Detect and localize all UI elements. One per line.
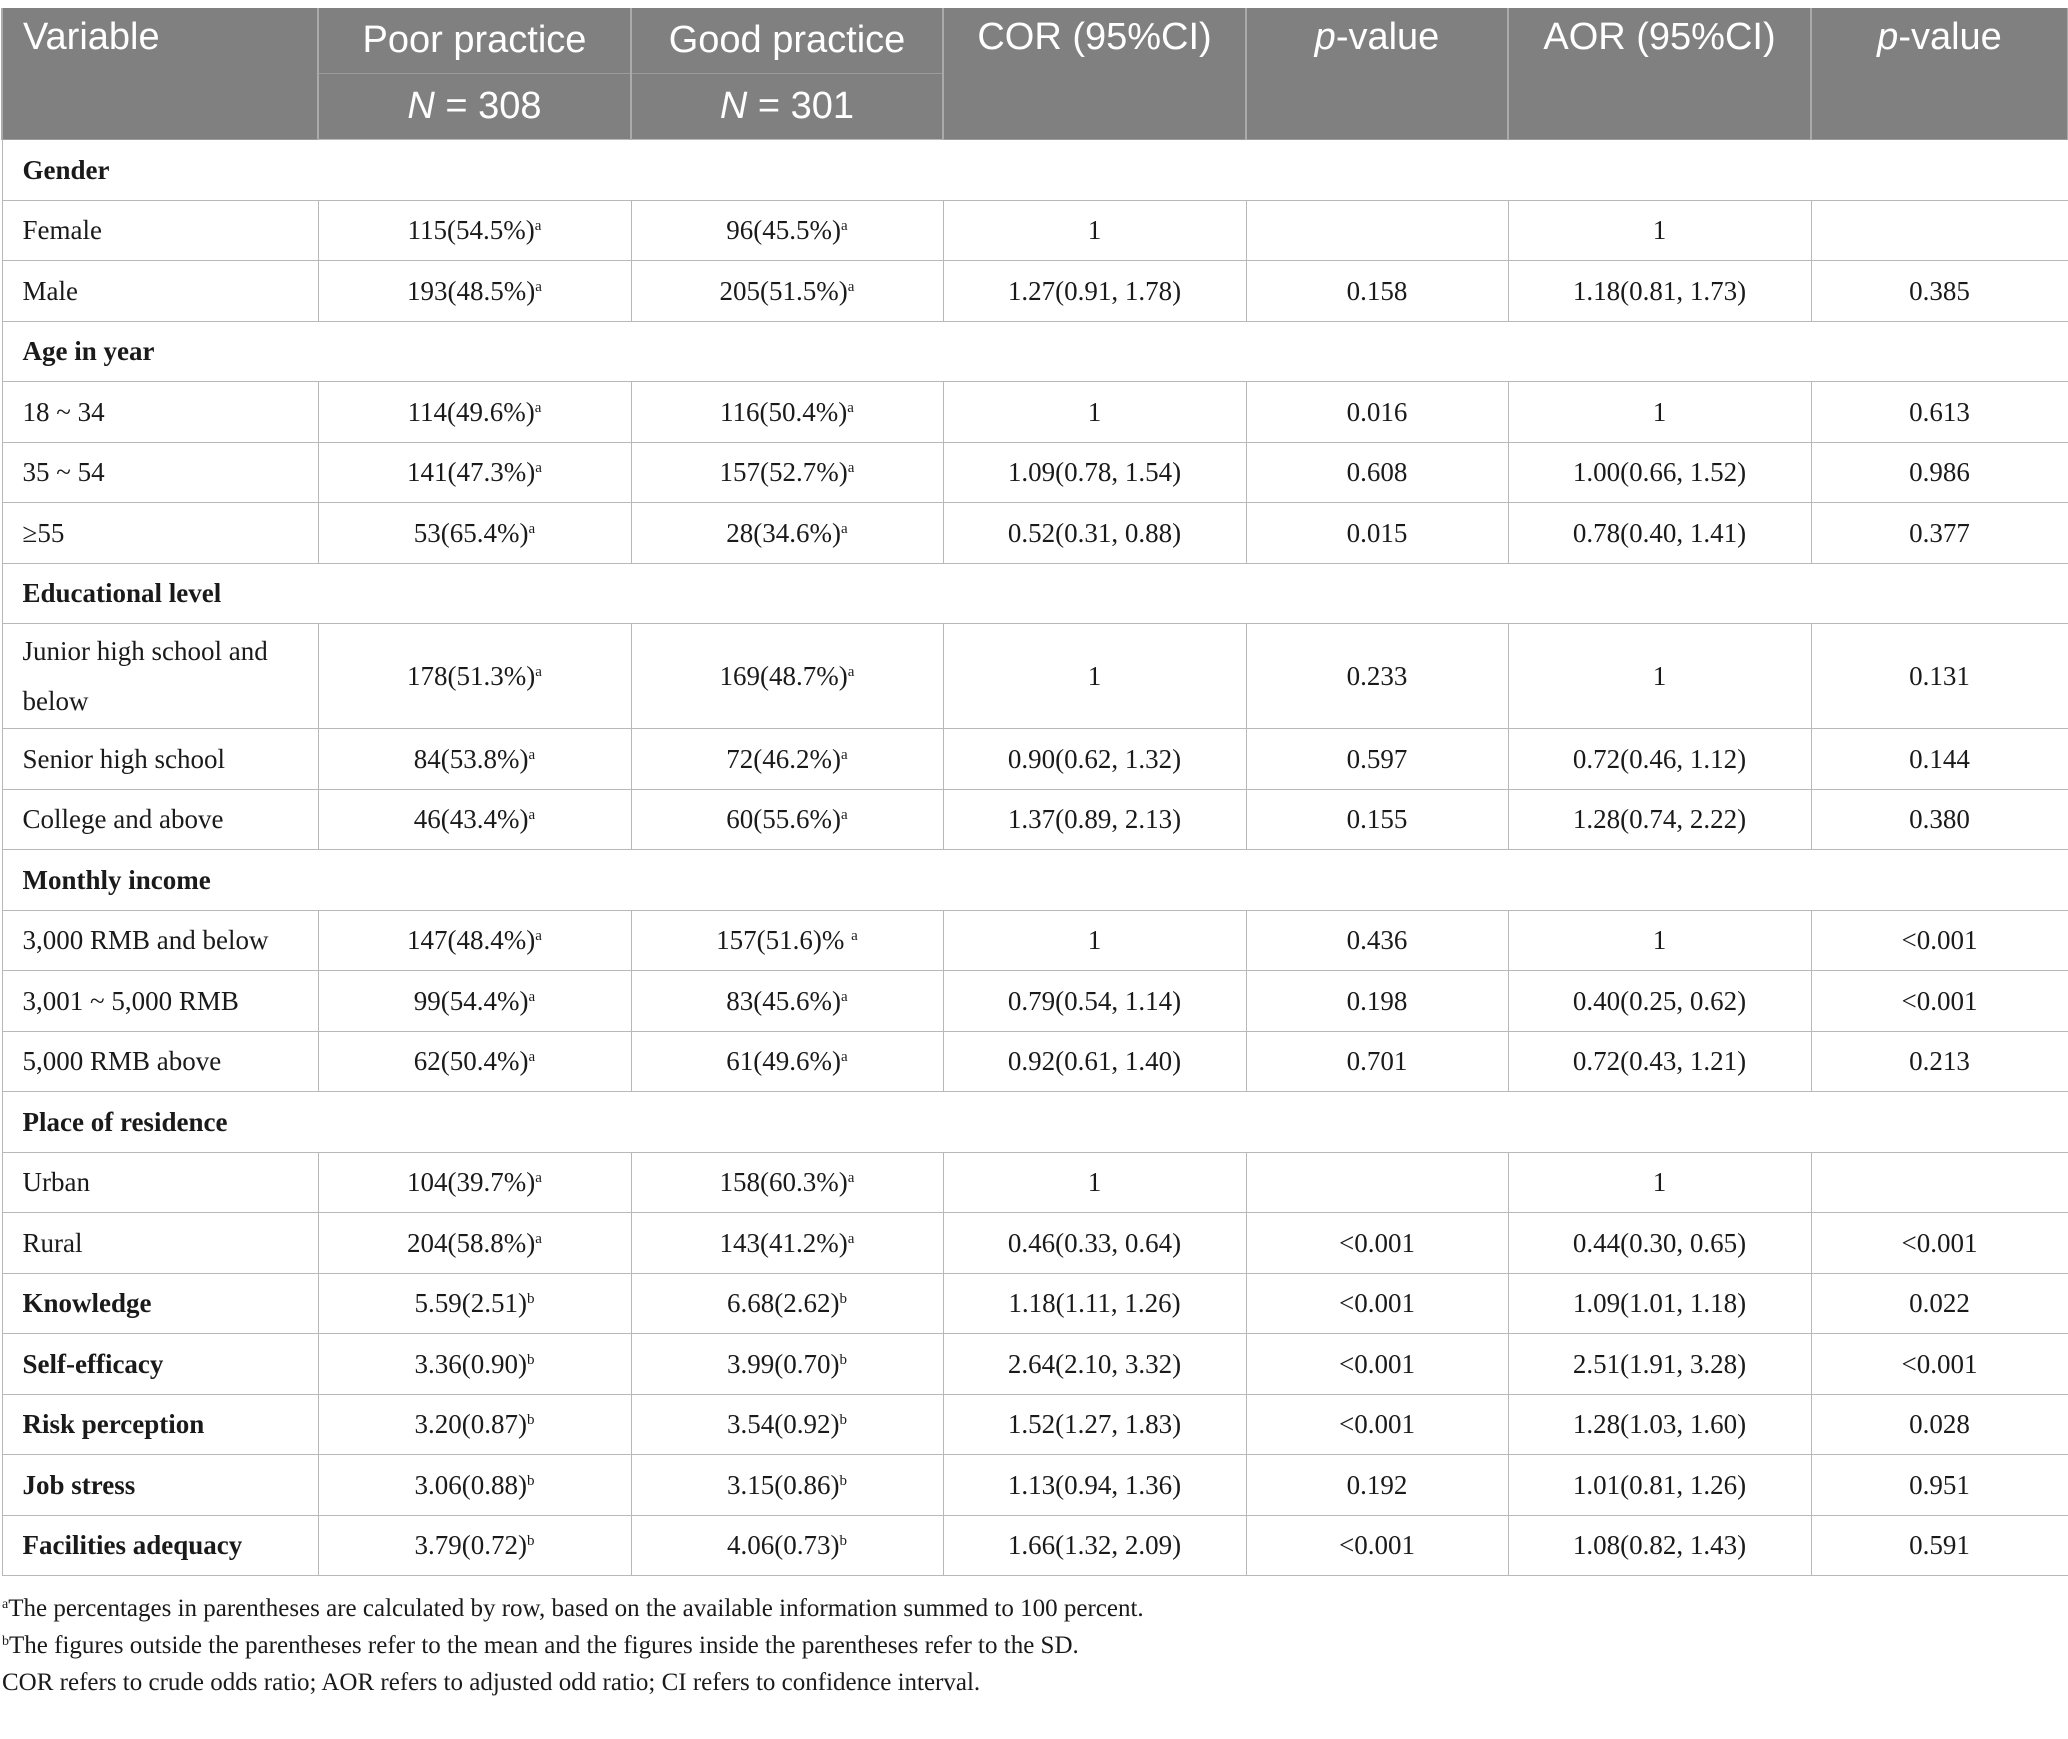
cell-aor: 1.28(1.03, 1.60) — [1508, 1394, 1811, 1455]
cell-p-value-cor: <0.001 — [1246, 1273, 1508, 1334]
cell-poor-practice — [318, 1213, 631, 1274]
cell-value: 84(53.8%) — [413, 743, 529, 774]
cell-p-value-aor: <0.001 — [1811, 1334, 2068, 1395]
header-p-italic: p — [1314, 16, 1336, 58]
cell-good-practice — [631, 442, 943, 503]
cell-cor: 1.18(1.11, 1.26) — [943, 1273, 1246, 1334]
cell-good-practice — [631, 1515, 943, 1576]
footnote — [2, 1590, 2068, 1627]
cell-value: 96(45.5%) — [726, 215, 842, 246]
cell-cor: 0.52(0.31, 0.88) — [943, 503, 1246, 564]
footnote-marker: a — [847, 278, 855, 295]
cell-p-value-cor — [1246, 200, 1508, 261]
cell-value: 53(65.4%) — [413, 517, 529, 548]
footnote-marker: a — [535, 1170, 542, 1187]
row-label: 3,000 RMB and below — [2, 910, 318, 971]
cell-p-value-aor: <0.001 — [1811, 1213, 2068, 1274]
cell-value: 5.59(2.51) — [414, 1288, 527, 1319]
cell-p-value-cor: 0.608 — [1246, 442, 1508, 503]
cell-p-value-aor: 0.144 — [1811, 729, 2068, 790]
cell-cor: 0.79(0.54, 1.14) — [943, 971, 1246, 1032]
cell-value: 46(43.4%) — [413, 804, 529, 835]
table-row — [2, 200, 2068, 261]
cell-good-practice — [631, 729, 943, 790]
footnote-marker: b — [839, 1412, 847, 1429]
n-label: N — [407, 85, 435, 127]
table-row — [2, 382, 2068, 443]
row-label: Senior high school — [2, 729, 318, 790]
table-row — [2, 624, 2068, 729]
table-row — [2, 971, 2068, 1032]
cell-cor: 1.09(0.78, 1.54) — [943, 442, 1246, 503]
footnote-marker: a — [851, 928, 858, 945]
footnote-text: The figures outside the parentheses refer to the mean and the figures inside the parentheses refer to the SD. — [9, 1632, 1079, 1659]
header-p-rest: -value — [1335, 16, 1440, 58]
header-p-value-aor — [1811, 8, 2068, 140]
cell-value: 61(49.6%) — [726, 1046, 842, 1077]
row-label-line: below — [22, 686, 89, 716]
cell-value: 72(46.2%) — [726, 743, 842, 774]
footnote-marker: a — [535, 278, 542, 295]
cell-value: 193(48.5%) — [407, 275, 536, 306]
cell-good-practice — [631, 1394, 943, 1455]
cell-p-value-cor — [1246, 1152, 1508, 1213]
cell-p-value-cor: 0.192 — [1246, 1455, 1508, 1516]
cell-value: 147(48.4%) — [407, 925, 536, 956]
footnote-marker: b — [839, 1351, 847, 1368]
footnote-marker: a — [528, 807, 536, 824]
cell-aor: 1.18(0.81, 1.73) — [1508, 261, 1811, 322]
cell-value: 3.20(0.87) — [414, 1409, 527, 1440]
row-label: College and above — [2, 789, 318, 850]
regression-table — [1, 8, 2068, 1576]
cell-good-practice — [631, 261, 943, 322]
footnote-marker: a — [847, 1230, 855, 1247]
cell-poor-practice — [318, 1394, 631, 1455]
cell-cor: 0.46(0.33, 0.64) — [943, 1213, 1246, 1274]
cell-aor: 1.09(1.01, 1.18) — [1508, 1273, 1811, 1334]
table-row — [2, 910, 2068, 971]
cell-poor-practice — [318, 789, 631, 850]
table-row — [2, 442, 2068, 503]
row-label: Female — [2, 200, 318, 261]
row-label: Male — [2, 261, 318, 322]
cell-cor: 0.92(0.61, 1.40) — [943, 1031, 1246, 1092]
cell-aor: 1 — [1508, 1152, 1811, 1213]
cell-p-value-cor: 0.015 — [1246, 503, 1508, 564]
footnote-marker: a — [528, 1049, 536, 1066]
cell-value: 3.79(0.72) — [414, 1530, 527, 1561]
cell-value: 3.15(0.86) — [727, 1469, 840, 1500]
cell-cor: 2.64(2.10, 3.32) — [943, 1334, 1246, 1395]
cell-aor: 0.78(0.40, 1.41) — [1508, 503, 1811, 564]
cell-cor: 1.52(1.27, 1.83) — [943, 1394, 1246, 1455]
cell-aor: 1 — [1508, 624, 1811, 729]
cell-p-value-cor: 0.436 — [1246, 910, 1508, 971]
table-footnotes — [0, 1590, 2068, 1701]
cell-p-value-aor: <0.001 — [1811, 910, 2068, 971]
cell-value: 3.06(0.88) — [414, 1469, 527, 1500]
cell-p-value-aor — [1811, 1152, 2068, 1213]
cell-aor: 1 — [1508, 382, 1811, 443]
cell-value: 104(39.7%) — [407, 1167, 536, 1198]
cell-cor: 1.13(0.94, 1.36) — [943, 1455, 1246, 1516]
table-row — [2, 503, 2068, 564]
footnote-marker: a — [847, 460, 855, 477]
table-container — [0, 8, 2068, 1701]
n-value: = 301 — [747, 85, 855, 127]
cell-p-value-aor: <0.001 — [1811, 971, 2068, 1032]
table-row — [2, 729, 2068, 790]
row-label-line: Junior high school and — [22, 636, 268, 666]
cell-p-value-cor: 0.597 — [1246, 729, 1508, 790]
n-value: = 308 — [434, 85, 542, 127]
footnote-marker: a — [535, 1230, 542, 1247]
cell-good-practice — [631, 1213, 943, 1274]
cell-good-practice — [631, 910, 943, 971]
row-label: 3,001 ~ 5,000 RMB — [2, 971, 318, 1032]
group-row-income — [2, 850, 2068, 911]
cell-poor-practice — [318, 1031, 631, 1092]
cell-p-value-aor: 0.951 — [1811, 1455, 2068, 1516]
footnote-marker: a — [535, 928, 542, 945]
footnote-marker: a — [847, 1170, 855, 1187]
row-label: 5,000 RMB above — [2, 1031, 318, 1092]
footnote-marker: a — [841, 807, 848, 824]
cell-value: 157(52.7%) — [719, 457, 848, 488]
footnote-marker: b — [526, 1472, 535, 1489]
cell-aor: 0.40(0.25, 0.62) — [1508, 971, 1811, 1032]
footnote-marker: b — [526, 1351, 535, 1368]
footnote-marker: a — [847, 663, 855, 680]
cell-value: 6.68(2.62) — [727, 1288, 840, 1319]
row-label: Urban — [2, 1152, 318, 1213]
cell-cor: 1 — [943, 1152, 1246, 1213]
group-label: Age in year — [2, 321, 2068, 382]
header-poor-n — [318, 74, 631, 140]
header-p-italic: p — [1877, 16, 1899, 58]
footnote-marker: a — [841, 988, 848, 1005]
group-label: Monthly income — [2, 850, 2068, 911]
table-row — [2, 1394, 2068, 1455]
row-label: Risk perception — [2, 1394, 318, 1455]
cell-good-practice — [631, 1455, 943, 1516]
table-row — [2, 789, 2068, 850]
cell-good-practice — [631, 503, 943, 564]
footnote-marker: a — [534, 399, 542, 416]
cell-p-value-cor: <0.001 — [1246, 1515, 1508, 1576]
cell-value: 114(49.6%) — [407, 396, 535, 427]
cell-poor-practice — [318, 442, 631, 503]
cell-p-value-aor — [1811, 200, 2068, 261]
cell-poor-practice — [318, 200, 631, 261]
table-row — [2, 1334, 2068, 1395]
cell-p-value-aor: 0.131 — [1811, 624, 2068, 729]
footnote-marker: a — [535, 663, 542, 680]
cell-poor-practice — [318, 1515, 631, 1576]
header-p-value-cor — [1246, 8, 1508, 140]
header-p-rest: -value — [1898, 16, 2002, 58]
footnote-marker: b — [839, 1472, 847, 1489]
cell-poor-practice — [318, 382, 631, 443]
footnote-marker: a — [841, 746, 848, 763]
row-label: Facilities adequacy — [2, 1515, 318, 1576]
group-label: Place of residence — [2, 1092, 2068, 1153]
cell-p-value-cor: 0.155 — [1246, 789, 1508, 850]
cell-p-value-cor: 0.701 — [1246, 1031, 1508, 1092]
footnote-marker: a — [2, 1597, 9, 1612]
cell-good-practice — [631, 200, 943, 261]
cell-aor: 0.72(0.43, 1.21) — [1508, 1031, 1811, 1092]
cell-p-value-cor: 0.158 — [1246, 261, 1508, 322]
group-row-age — [2, 321, 2068, 382]
cell-p-value-cor: 0.198 — [1246, 971, 1508, 1032]
cell-p-value-aor: 0.613 — [1811, 382, 2068, 443]
cell-poor-practice — [318, 1273, 631, 1334]
cell-value: 99(54.4%) — [413, 985, 529, 1016]
cell-good-practice — [631, 1152, 943, 1213]
footnote — [2, 1627, 2068, 1664]
cell-poor-practice — [318, 624, 631, 729]
table-row — [2, 1031, 2068, 1092]
cell-aor: 0.72(0.46, 1.12) — [1508, 729, 1811, 790]
cell-p-value-cor: <0.001 — [1246, 1334, 1508, 1395]
table-body — [2, 140, 2068, 1576]
cell-p-value-aor: 0.213 — [1811, 1031, 2068, 1092]
group-label: Educational level — [2, 563, 2068, 624]
footnote-marker: b — [839, 1291, 847, 1308]
cell-aor: 1 — [1508, 910, 1811, 971]
cell-good-practice — [631, 1031, 943, 1092]
row-label: Job stress — [2, 1455, 318, 1516]
footnote-text: COR refers to crude odds ratio; AOR refers to adjusted odd ratio; CI refers to confidence interval. — [2, 1669, 981, 1696]
table-row — [2, 1152, 2068, 1213]
cell-p-value-aor: 0.380 — [1811, 789, 2068, 850]
cell-p-value-aor: 0.022 — [1811, 1273, 2068, 1334]
footnote-marker: a — [528, 746, 536, 763]
cell-value: 3.99(0.70) — [727, 1348, 840, 1379]
footnote — [2, 1664, 2068, 1701]
cell-value: 60(55.6%) — [726, 804, 842, 835]
footnote-marker: a — [528, 988, 536, 1005]
cell-p-value-cor: 0.233 — [1246, 624, 1508, 729]
cell-cor: 0.90(0.62, 1.32) — [943, 729, 1246, 790]
footnote-marker: b — [2, 1634, 9, 1649]
cell-value: 141(47.3%) — [407, 457, 536, 488]
footnote-marker: a — [535, 460, 542, 477]
cell-cor: 1.27(0.91, 1.78) — [943, 261, 1246, 322]
cell-p-value-aor: 0.986 — [1811, 442, 2068, 503]
header-row — [2, 8, 2068, 74]
footnote-marker: a — [534, 218, 542, 235]
cell-poor-practice — [318, 971, 631, 1032]
footnote-marker: b — [526, 1291, 535, 1308]
cell-good-practice — [631, 624, 943, 729]
footnote-marker: b — [526, 1412, 535, 1429]
cell-value: 115(54.5%) — [407, 215, 535, 246]
cell-value: 62(50.4%) — [413, 1046, 529, 1077]
footnote-marker: a — [841, 1049, 848, 1066]
cell-poor-practice — [318, 1455, 631, 1516]
cell-good-practice — [631, 1334, 943, 1395]
row-label: Self-efficacy — [2, 1334, 318, 1395]
cell-poor-practice — [318, 1334, 631, 1395]
cell-value: 178(51.3%) — [407, 660, 536, 691]
table-header — [2, 8, 2068, 140]
cell-value: 4.06(0.73) — [727, 1530, 840, 1561]
row-label: Rural — [2, 1213, 318, 1274]
cell-value: 169(48.7%) — [719, 660, 848, 691]
n-label: N — [719, 85, 748, 127]
cell-poor-practice — [318, 261, 631, 322]
row-label: ≥55 — [2, 503, 318, 564]
cell-good-practice — [631, 382, 943, 443]
cell-aor: 1.28(0.74, 2.22) — [1508, 789, 1811, 850]
cell-cor: 1 — [943, 382, 1246, 443]
table-row — [2, 261, 2068, 322]
cell-good-practice — [631, 971, 943, 1032]
cell-value: 205(51.5%) — [719, 275, 848, 306]
group-row-education — [2, 563, 2068, 624]
cell-value: 157(51.6)% — [716, 925, 852, 956]
header-good-practice: Good practice — [631, 8, 943, 74]
footnote-marker: a — [841, 520, 848, 537]
table-row — [2, 1455, 2068, 1516]
table-row — [2, 1273, 2068, 1334]
cell-poor-practice — [318, 1152, 631, 1213]
row-label: Knowledge — [2, 1273, 318, 1334]
cell-p-value-aor: 0.591 — [1811, 1515, 2068, 1576]
header-poor-practice: Poor practice — [318, 8, 631, 74]
footnote-marker: a — [847, 399, 854, 416]
cell-good-practice — [631, 1273, 943, 1334]
cell-poor-practice — [318, 503, 631, 564]
cell-value: 116(50.4%) — [720, 396, 848, 427]
cell-value: 158(60.3%) — [719, 1167, 848, 1198]
group-row-residence — [2, 1092, 2068, 1153]
cell-value: 143(41.2%) — [719, 1227, 848, 1258]
cell-cor: 1 — [943, 200, 1246, 261]
group-row-gender — [2, 140, 2068, 201]
cell-aor: 1.00(0.66, 1.52) — [1508, 442, 1811, 503]
cell-aor: 2.51(1.91, 3.28) — [1508, 1334, 1811, 1395]
row-label: 35 ~ 54 — [2, 442, 318, 503]
header-variable: Variable — [2, 8, 318, 140]
footnote-marker: a — [841, 218, 848, 235]
footnote-marker: b — [839, 1533, 847, 1550]
header-cor: COR (95%CI) — [943, 8, 1246, 140]
cell-poor-practice — [318, 729, 631, 790]
cell-p-value-cor: <0.001 — [1246, 1213, 1508, 1274]
cell-aor: 0.44(0.30, 0.65) — [1508, 1213, 1811, 1274]
cell-value: 28(34.6%) — [726, 517, 842, 548]
row-label — [2, 624, 318, 729]
header-good-n — [631, 74, 943, 140]
cell-value: 3.36(0.90) — [414, 1348, 527, 1379]
table-row — [2, 1213, 2068, 1274]
cell-p-value-cor: 0.016 — [1246, 382, 1508, 443]
cell-good-practice — [631, 789, 943, 850]
cell-cor: 1.66(1.32, 2.09) — [943, 1515, 1246, 1576]
group-label: Gender — [2, 140, 2068, 201]
cell-cor: 1 — [943, 624, 1246, 729]
row-label: 18 ~ 34 — [2, 382, 318, 443]
table-row — [2, 1515, 2068, 1576]
cell-aor: 1 — [1508, 200, 1811, 261]
cell-p-value-aor: 0.028 — [1811, 1394, 2068, 1455]
cell-p-value-aor: 0.377 — [1811, 503, 2068, 564]
cell-value: 204(58.8%) — [407, 1227, 536, 1258]
footnote-marker: b — [526, 1533, 535, 1550]
cell-aor: 1.01(0.81, 1.26) — [1508, 1455, 1811, 1516]
cell-poor-practice — [318, 910, 631, 971]
cell-value: 83(45.6%) — [726, 985, 842, 1016]
footnote-marker: a — [528, 520, 536, 537]
cell-cor: 1 — [943, 910, 1246, 971]
header-aor: AOR (95%CI) — [1508, 8, 1811, 140]
footnote-text: The percentages in parentheses are calculated by row, based on the available information summed to 100 percent. — [8, 1595, 1144, 1622]
cell-value: 3.54(0.92) — [727, 1409, 840, 1440]
cell-aor: 1.08(0.82, 1.43) — [1508, 1515, 1811, 1576]
cell-p-value-cor: <0.001 — [1246, 1394, 1508, 1455]
cell-p-value-aor: 0.385 — [1811, 261, 2068, 322]
cell-cor: 1.37(0.89, 2.13) — [943, 789, 1246, 850]
